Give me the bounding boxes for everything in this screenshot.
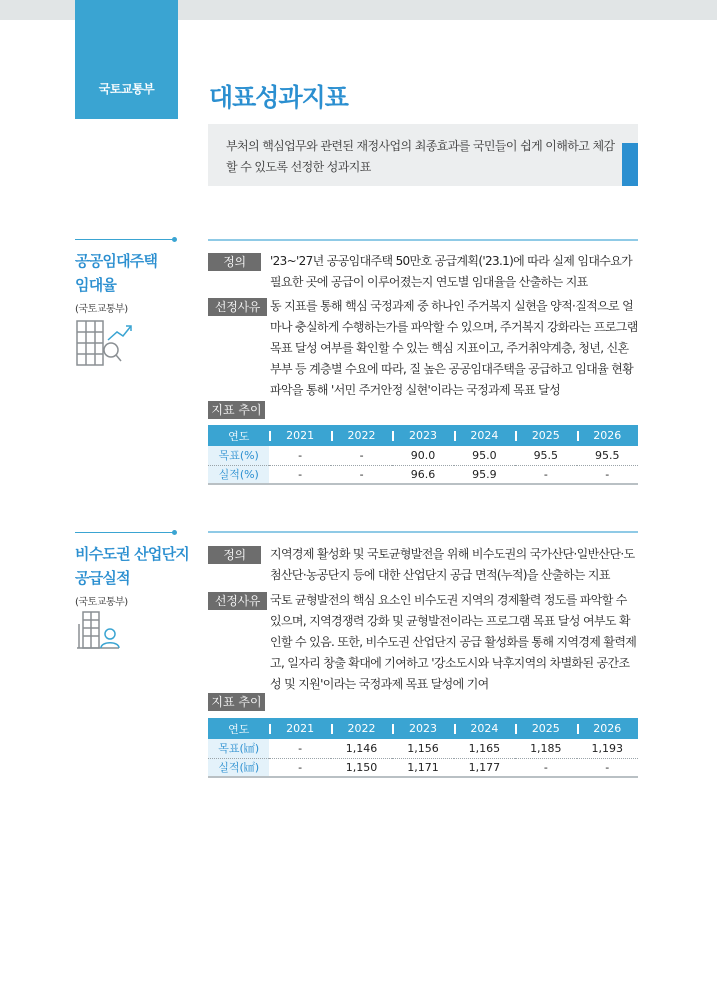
table-cell: 1,146	[331, 739, 392, 758]
kpi-title-line1: 비수도권 산업단지	[75, 545, 189, 563]
table-header: 2022	[331, 425, 392, 446]
table-header: 2026	[577, 425, 638, 446]
kpi-title	[75, 249, 157, 297]
trend-label: 지표 추이	[208, 401, 265, 419]
table-header: 2024	[454, 425, 515, 446]
definition-label: 정의	[208, 253, 261, 271]
reason-text: 국토 균형발전의 핵심 요소인 비수도권 지역의 경제활력 정도를 파악할 수 있으며, 지역경쟁력 강화 및 균형발전이라는 프로그램 목표 달성 여부도 확인할 수 있음. 또한, 비수도권 산업단지 공급 활성화를 통해 지역경제 활력제고, 일자리 창출 확대에 기여하고 '강소도시와 낙후지역의 차별화된 공간조성 및 지원'이라는 국정과제 목표 달성에 기여	[270, 593, 637, 691]
reason-text: 동 지표를 통해 핵심 국정과제 중 하나인 주거복지 실현을 양적·질적으로 얼마나 충실하게 수행하는가를 파악할 수 있으며, 주거복지 강화라는 프로그램 목표 달성 여부를 확인할 수 있는 핵심 지표이고, 주거취약계층, 청년, 신혼부부 등 계층별 수요에 따라, 질 높은 공공임대주택을 공급하고 임대율 현황 파악을 통해 '서민 주거안정 실현'이라는 국정과제 목표 달성	[270, 299, 638, 397]
definition-label: 정의	[208, 546, 261, 564]
table-cell: 1,171	[392, 758, 453, 777]
trend-label: 지표 추이	[208, 693, 265, 711]
reason-label: 선정사유	[208, 592, 267, 610]
table-cell: 90.0	[392, 446, 453, 465]
kpi-title-line2: 임대율	[75, 276, 117, 294]
kpi-table	[208, 425, 638, 485]
table-cell: -	[269, 465, 330, 484]
table-cell: 95.9	[454, 465, 515, 484]
table-row	[208, 758, 638, 777]
table-header: 2021	[269, 425, 330, 446]
kpi-ministry: (국토교통부)	[75, 597, 128, 608]
kpi-title-line2: 공급실적	[75, 569, 130, 587]
table-header: 연도	[208, 425, 269, 446]
table-header: 2026	[577, 718, 638, 739]
table-row	[208, 446, 638, 465]
kpi-title	[75, 542, 189, 590]
table-cell: -	[269, 739, 330, 758]
table-row-header: 실적(㎢)	[208, 758, 269, 777]
table-cell: -	[515, 758, 576, 777]
table-row	[208, 739, 638, 758]
table-cell: -	[331, 446, 392, 465]
description-accent	[622, 143, 638, 186]
description-box	[208, 124, 638, 186]
table-cell: 96.6	[392, 465, 453, 484]
table-row	[208, 465, 638, 484]
kpi-table	[208, 718, 638, 778]
table-cell: 95.5	[577, 446, 638, 465]
table-cell: 95.0	[454, 446, 515, 465]
table-header: 2022	[331, 718, 392, 739]
table-cell: -	[331, 465, 392, 484]
table-row-header: 실적(%)	[208, 465, 269, 484]
kpi-divider-right	[208, 531, 638, 533]
table-cell: -	[269, 446, 330, 465]
chart-magnifier-icon	[75, 318, 135, 368]
table-row-header: 목표(㎢)	[208, 739, 269, 758]
table-header: 2023	[392, 425, 453, 446]
table-cell: -	[515, 465, 576, 484]
table-header: 연도	[208, 718, 269, 739]
ministry-tab	[75, 0, 178, 119]
table-header: 2024	[454, 718, 515, 739]
definition-text: 지역경제 활성화 및 국토균형발전을 위해 비수도권의 국가산단·일반산단·도첨산단·농공단지 등에 대한 산업단지 공급 면적(누적)을 산출하는 지표	[270, 547, 635, 582]
kpi-divider-left	[75, 239, 175, 240]
table-cell: 1,177	[454, 758, 515, 777]
table-cell: -	[269, 758, 330, 777]
table-cell: 1,156	[392, 739, 453, 758]
table-cell: -	[577, 758, 638, 777]
definition-text: '23~'27년 공공임대주택 50만호 공급계획('23.1)에 따라 실제 임대수요가 필요한 곳에 공급이 이루어졌는지 연도별 임대율을 산출하는 지표	[270, 254, 633, 289]
table-cell: 95.5	[515, 446, 576, 465]
table-header: 2025	[515, 425, 576, 446]
table-header: 2021	[269, 718, 330, 739]
table-cell: 1,193	[577, 739, 638, 758]
ministry-tab-label: 국토교통부	[98, 82, 155, 96]
table-cell: 1,185	[515, 739, 576, 758]
table-header-row	[208, 425, 638, 446]
page-title: 대표성과지표	[209, 83, 348, 112]
table-header: 2025	[515, 718, 576, 739]
description-text: 부처의 핵심업무와 관련된 재정사업의 최종효과를 국민들이 쉽게 이해하고 체감할 수 있도록 선정한 성과지표	[226, 139, 615, 174]
table-cell: -	[577, 465, 638, 484]
table-cell: 1,150	[331, 758, 392, 777]
kpi-ministry: (국토교통부)	[75, 304, 128, 315]
table-header-row	[208, 718, 638, 739]
kpi-divider-right	[208, 239, 638, 241]
kpi-divider-left	[75, 532, 175, 533]
kpi-title-line1: 공공임대주택	[75, 252, 158, 270]
table-row-header: 목표(%)	[208, 446, 269, 465]
reason-label: 선정사유	[208, 298, 267, 316]
table-cell: 1,165	[454, 739, 515, 758]
table-header: 2023	[392, 718, 453, 739]
building-person-icon	[75, 608, 125, 653]
